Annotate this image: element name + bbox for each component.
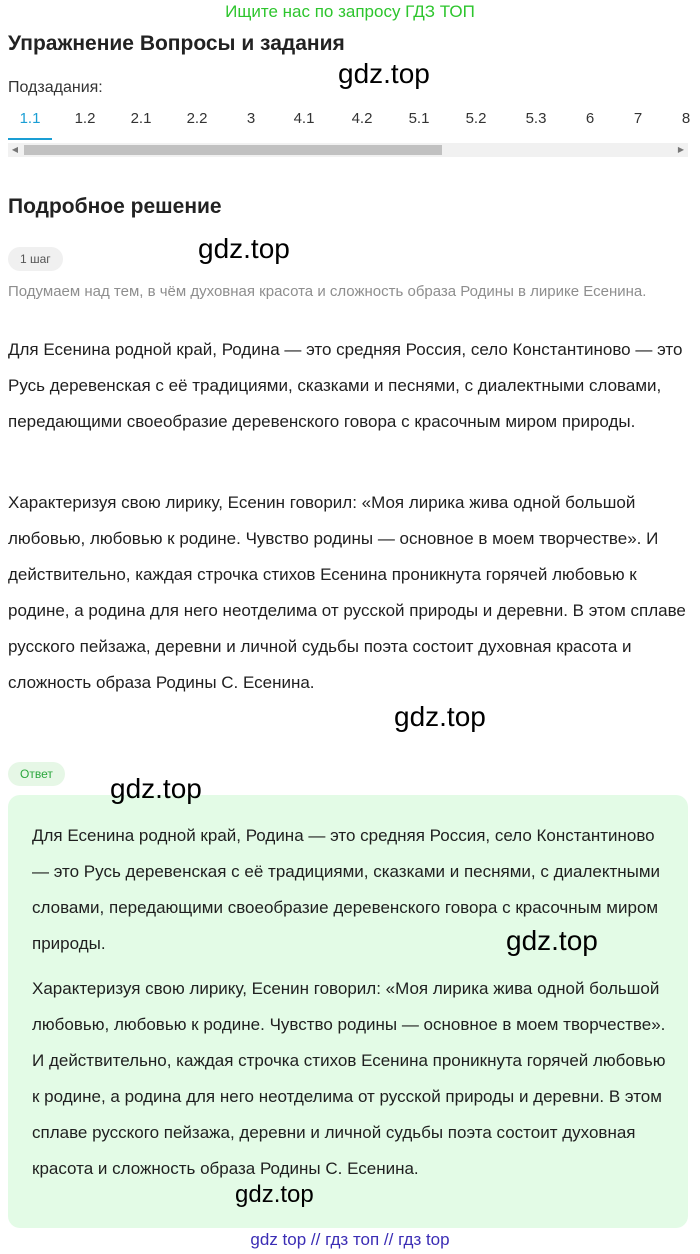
answer-box <box>8 795 688 1228</box>
answer-badge: Ответ <box>8 762 65 786</box>
tab-1-1[interactable]: 1.1 <box>8 110 52 138</box>
subtasks-label: Подзадания: <box>8 79 103 96</box>
tab-5-1[interactable]: 5.1 <box>408 110 430 127</box>
tabs-scrollbar[interactable] <box>8 143 688 157</box>
solution-title: Подробное решение <box>8 195 222 218</box>
exercise-title: Упражнение Вопросы и задания <box>8 32 345 55</box>
step-hint: Подумаем над тем, в чём духовная красота и сложность образа Родины в лирике Есенина. <box>8 283 647 300</box>
answer-paragraph-2: Характеризуя свою лирику, Есенин говорил: «Моя лирика жива одной большой любовью, любовью к родине. Чувство родины — основное в моем творчестве». И действительно, каждая строчка стихов Есенина проникнута горячей любовью к родине, а родина для него неотделима от русской природы и деревни. В этом сплаве русского пейзажа, деревни и личной судьбы поэта состоит духовная красота и сложность образа Родины С. Есенина. <box>32 979 666 1178</box>
tab-5-2[interactable]: 5.2 <box>465 110 487 127</box>
tab-1-2[interactable]: 1.2 <box>74 110 96 127</box>
solution-paragraph-1: Для Есенина родной край, Родина — это средняя Россия, село Константиново — это Русь деревенская с её традициями, сказками и песнями, с диалектными словами, передающими своеобразие деревенского говора с красочным миром природы. <box>8 340 683 431</box>
tab-2-1[interactable]: 2.1 <box>130 110 152 127</box>
tab-3[interactable]: 3 <box>246 110 256 127</box>
watermark: gdz.top <box>506 925 598 956</box>
tab-2-2[interactable]: 2.2 <box>186 110 208 127</box>
solution-paragraph-2: Характеризуя свою лирику, Есенин говорил: «Моя лирика жива одной большой любовью, любовью к родине. Чувство родины — основное в моем творчестве». И действительно, каждая строчка стихов Есенина проникнута горячей любовью к родине, а родина для него неотделима от русской природы и деревни. В этом сплаве русского пейзажа, деревни и личной судьбы поэта состоит духовная красота и сложность образа Родины С. Есенина. <box>8 493 686 692</box>
tab-5-3[interactable]: 5.3 <box>525 110 547 127</box>
footer-links[interactable]: gdz top // гдз топ // гдз top <box>250 1230 450 1249</box>
answer-paragraph-1: Для Есенина родной край, Родина — это средняя Россия, село Константиново — это Русь деревенская с её традициями, сказками и песнями, с диалектными словами, передающими своеобразие деревенского говора с красочным миром природы. <box>32 826 661 953</box>
watermark: gdz.top <box>235 1181 314 1208</box>
scroll-left-icon[interactable]: ◀ <box>11 145 19 154</box>
tab-4-1[interactable]: 4.1 <box>293 110 315 127</box>
watermark: gdz.top <box>394 701 486 732</box>
watermark: gdz.top <box>198 233 290 264</box>
watermark: gdz.top <box>338 58 430 89</box>
tab-4-2[interactable]: 4.2 <box>351 110 373 127</box>
step-badge: 1 шаг <box>8 247 63 271</box>
tab-7[interactable]: 7 <box>633 110 643 127</box>
subtask-tabs <box>8 110 691 140</box>
watermark: gdz.top <box>110 773 202 804</box>
tab-8[interactable]: 8 <box>681 110 691 127</box>
search-banner[interactable]: Ищите нас по запросу ГДЗ ТОП <box>225 2 475 21</box>
scroll-right-icon[interactable]: ▶ <box>677 145 685 154</box>
scroll-thumb[interactable] <box>24 145 442 155</box>
tab-6[interactable]: 6 <box>585 110 595 127</box>
